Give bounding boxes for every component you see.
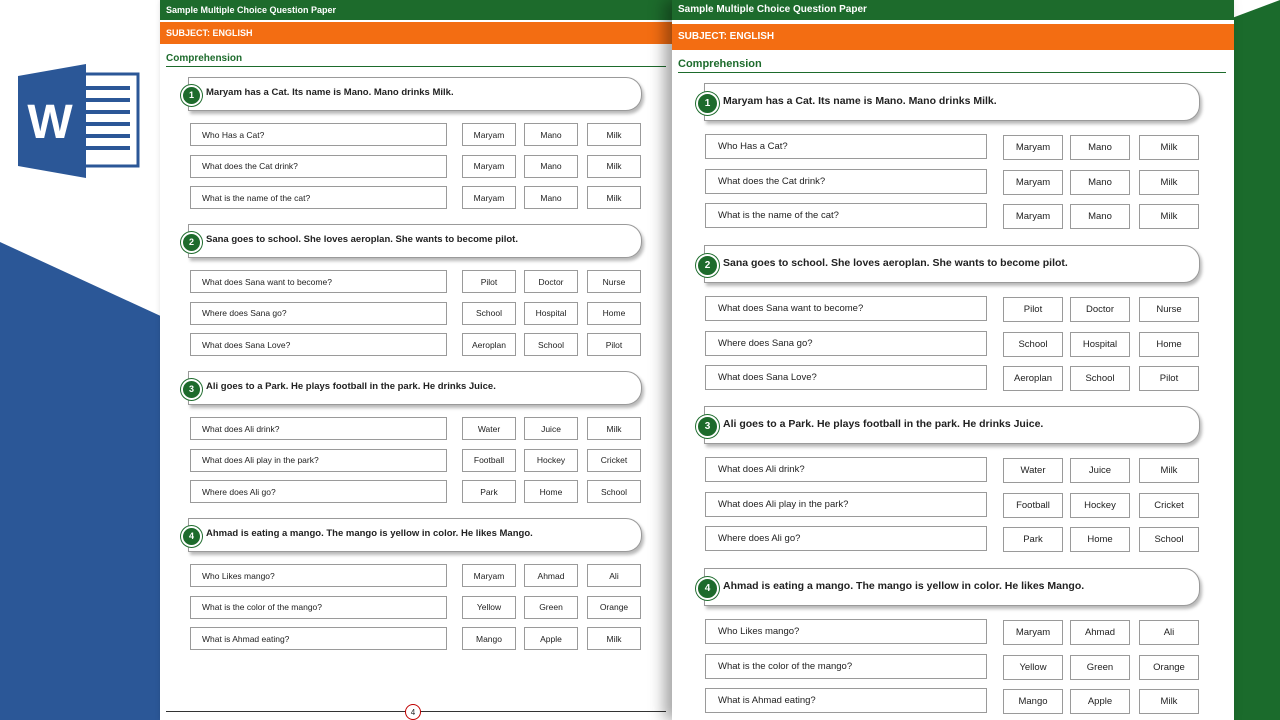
- answer-option[interactable]: School: [1003, 332, 1063, 357]
- answer-option[interactable]: Juice: [524, 417, 578, 440]
- answer-option[interactable]: Mano: [1070, 204, 1130, 229]
- page-header-title: Sample Multiple Choice Question Paper: [160, 0, 672, 20]
- question-prompt: Who Has a Cat?: [190, 123, 447, 146]
- answer-option[interactable]: Orange: [587, 596, 641, 619]
- question-prompt: What does Sana Love?: [190, 333, 447, 356]
- answer-option[interactable]: Mano: [524, 155, 578, 178]
- answer-option[interactable]: Milk: [587, 627, 641, 650]
- answer-option[interactable]: Mango: [462, 627, 516, 650]
- answer-option[interactable]: Aeroplan: [462, 333, 516, 356]
- question-passage: Ahmad is eating a mango. The mango is yellow in color. He likes Mango.: [206, 528, 533, 539]
- answer-option[interactable]: Football: [1003, 493, 1063, 518]
- question-number-badge: 1: [181, 85, 202, 106]
- answer-option[interactable]: Milk: [1139, 689, 1199, 714]
- answer-option[interactable]: Ali: [587, 564, 641, 587]
- answer-option[interactable]: Ali: [1139, 620, 1199, 645]
- question-number-badge: 3: [181, 379, 202, 400]
- answer-option[interactable]: Hockey: [524, 449, 578, 472]
- section-divider: [166, 66, 666, 67]
- answer-option[interactable]: Maryam: [462, 155, 516, 178]
- answer-option[interactable]: Pilot: [1139, 366, 1199, 391]
- answer-option[interactable]: Apple: [524, 627, 578, 650]
- question-prompt: What does Ali drink?: [705, 457, 987, 482]
- question-prompt: What is the name of the cat?: [705, 203, 987, 228]
- question-prompt: Where does Sana go?: [190, 302, 447, 325]
- word-logo-letter: W: [27, 96, 73, 149]
- question-passage: Ali goes to a Park. He plays football in the park. He drinks Juice.: [723, 418, 1044, 430]
- answer-option[interactable]: Mano: [1070, 135, 1130, 160]
- answer-option[interactable]: Pilot: [1003, 297, 1063, 322]
- answer-option[interactable]: School: [462, 302, 516, 325]
- answer-option[interactable]: Apple: [1070, 689, 1130, 714]
- page-header-title: Sample Multiple Choice Question Paper: [672, 0, 1234, 20]
- answer-option[interactable]: Park: [1003, 527, 1063, 552]
- answer-option[interactable]: Doctor: [1070, 297, 1130, 322]
- answer-option[interactable]: Maryam: [1003, 204, 1063, 229]
- answer-option[interactable]: Cricket: [587, 449, 641, 472]
- answer-option[interactable]: Milk: [587, 417, 641, 440]
- answer-option[interactable]: Home: [524, 480, 578, 503]
- document-page-right: [672, 0, 1234, 720]
- answer-option[interactable]: Doctor: [524, 270, 578, 293]
- question-prompt: What is the color of the mango?: [705, 654, 987, 679]
- question-prompt: What does Sana want to become?: [705, 296, 987, 321]
- question-prompt: What does Ali drink?: [190, 417, 447, 440]
- answer-option[interactable]: School: [524, 333, 578, 356]
- section-title: Comprehension: [166, 53, 243, 64]
- question-passage: Maryam has a Cat. Its name is Mano. Mano drinks Milk.: [723, 95, 997, 107]
- page-number: 4: [405, 704, 421, 720]
- answer-option[interactable]: Home: [587, 302, 641, 325]
- answer-option[interactable]: Maryam: [462, 186, 516, 209]
- question-prompt: What does the Cat drink?: [705, 169, 987, 194]
- question-passage: Ali goes to a Park. He plays football in the park. He drinks Juice.: [206, 381, 496, 392]
- answer-option[interactable]: Home: [1139, 332, 1199, 357]
- answer-option[interactable]: Water: [1003, 458, 1063, 483]
- question-number-badge: 3: [696, 415, 719, 438]
- question-prompt: What is Ahmad eating?: [705, 688, 987, 713]
- question-prompt: What does Ali play in the park?: [705, 492, 987, 517]
- answer-option[interactable]: Nurse: [1139, 297, 1199, 322]
- question-number-badge: 2: [181, 232, 202, 253]
- answer-option[interactable]: Ahmad: [1070, 620, 1130, 645]
- answer-option[interactable]: Pilot: [462, 270, 516, 293]
- question-prompt: What does Sana Love?: [705, 365, 987, 390]
- answer-option[interactable]: Milk: [587, 123, 641, 146]
- answer-option[interactable]: Yellow: [462, 596, 516, 619]
- answer-option[interactable]: Green: [524, 596, 578, 619]
- answer-option[interactable]: Milk: [1139, 204, 1199, 229]
- subject-bar: SUBJECT: ENGLISH: [672, 24, 1234, 50]
- answer-option[interactable]: School: [1139, 527, 1199, 552]
- answer-option[interactable]: Home: [1070, 527, 1130, 552]
- answer-option[interactable]: Hospital: [1070, 332, 1130, 357]
- answer-option[interactable]: Orange: [1139, 655, 1199, 680]
- answer-option[interactable]: Football: [462, 449, 516, 472]
- answer-option[interactable]: Cricket: [1139, 493, 1199, 518]
- answer-option[interactable]: Maryam: [1003, 620, 1063, 645]
- answer-option[interactable]: Green: [1070, 655, 1130, 680]
- answer-option[interactable]: Mano: [524, 123, 578, 146]
- answer-option[interactable]: Hockey: [1070, 493, 1130, 518]
- answer-option[interactable]: Nurse: [587, 270, 641, 293]
- question-number-badge: 4: [181, 526, 202, 547]
- answer-option[interactable]: Water: [462, 417, 516, 440]
- question-number-badge: 1: [696, 92, 719, 115]
- answer-option[interactable]: Maryam: [462, 123, 516, 146]
- question-passage: Ahmad is eating a mango. The mango is yellow in color. He likes Mango.: [723, 580, 1085, 592]
- answer-option[interactable]: Yellow: [1003, 655, 1063, 680]
- question-passage: Sana goes to school. She loves aeroplan. She wants to become pilot.: [723, 257, 1068, 269]
- answer-option[interactable]: Maryam: [462, 564, 516, 587]
- question-prompt: What is the name of the cat?: [190, 186, 447, 209]
- word-icon: [18, 64, 140, 178]
- document-page-left: [160, 0, 672, 720]
- section-title: Comprehension: [678, 58, 762, 70]
- question-prompt: Where does Ali go?: [190, 480, 447, 503]
- question-passage: Sana goes to school. She loves aeroplan. She wants to become pilot.: [206, 234, 518, 245]
- question-prompt: Who Likes mango?: [190, 564, 447, 587]
- question-number-badge: 2: [696, 254, 719, 277]
- answer-option[interactable]: Maryam: [1003, 135, 1063, 160]
- answer-option[interactable]: Milk: [1139, 458, 1199, 483]
- question-prompt: Who Has a Cat?: [705, 134, 987, 159]
- answer-option[interactable]: Ahmad: [524, 564, 578, 587]
- question-prompt: What does Sana want to become?: [190, 270, 447, 293]
- question-prompt: Where does Sana go?: [705, 331, 987, 356]
- question-passage: Maryam has a Cat. Its name is Mano. Mano drinks Milk.: [206, 87, 454, 98]
- answer-option[interactable]: Milk: [1139, 135, 1199, 160]
- answer-option[interactable]: Mano: [1070, 170, 1130, 195]
- answer-option[interactable]: Milk: [1139, 170, 1199, 195]
- answer-option[interactable]: Maryam: [1003, 170, 1063, 195]
- answer-option[interactable]: Aeroplan: [1003, 366, 1063, 391]
- question-prompt: What does the Cat drink?: [190, 155, 447, 178]
- question-prompt: What is Ahmad eating?: [190, 627, 447, 650]
- subject-bar: SUBJECT: ENGLISH: [160, 22, 672, 44]
- answer-option[interactable]: School: [1070, 366, 1130, 391]
- answer-option[interactable]: Juice: [1070, 458, 1130, 483]
- question-prompt: Who Likes mango?: [705, 619, 987, 644]
- answer-option[interactable]: Milk: [587, 155, 641, 178]
- answer-option[interactable]: Mango: [1003, 689, 1063, 714]
- answer-option[interactable]: Milk: [587, 186, 641, 209]
- answer-option[interactable]: School: [587, 480, 641, 503]
- answer-option[interactable]: Hospital: [524, 302, 578, 325]
- answer-option[interactable]: Mano: [524, 186, 578, 209]
- question-number-badge: 4: [696, 577, 719, 600]
- question-prompt: What does Ali play in the park?: [190, 449, 447, 472]
- answer-option[interactable]: Park: [462, 480, 516, 503]
- question-prompt: Where does Ali go?: [705, 526, 987, 551]
- answer-option[interactable]: Pilot: [587, 333, 641, 356]
- question-prompt: What is the color of the mango?: [190, 596, 447, 619]
- section-divider: [678, 72, 1226, 73]
